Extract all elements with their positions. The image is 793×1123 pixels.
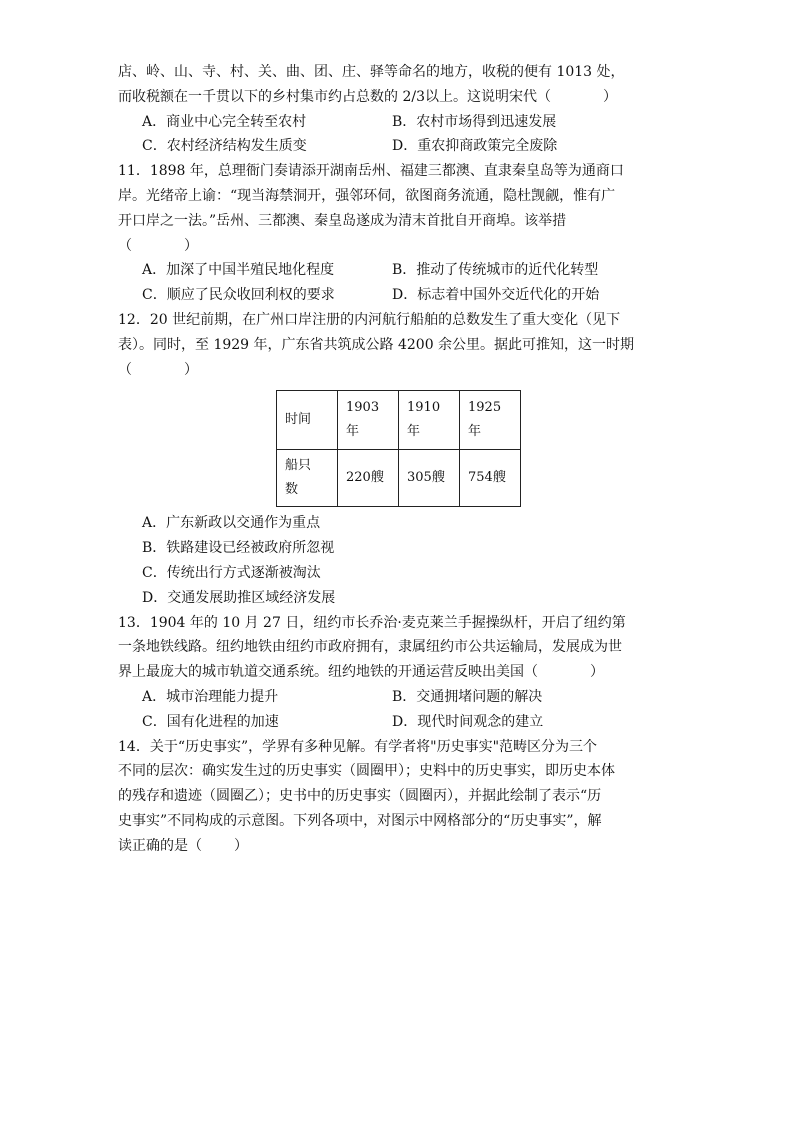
option-a[interactable]: A．商业中心完全转至农村 bbox=[142, 113, 307, 130]
table-cell: 754艘 bbox=[460, 450, 521, 507]
table-header-cell: 1925 年 bbox=[460, 391, 521, 450]
option-row bbox=[118, 258, 678, 283]
table-header-cell: 1910 年 bbox=[399, 391, 460, 450]
answer-parentheses: （ ） bbox=[118, 361, 198, 378]
table-row-label: 船只 数 bbox=[277, 450, 338, 507]
table-cell: 220艘 bbox=[338, 450, 399, 507]
question-11 bbox=[118, 159, 678, 308]
exam-page bbox=[118, 60, 678, 859]
option-b[interactable]: B．农村市场得到迅速发展 bbox=[392, 113, 557, 130]
option-row bbox=[118, 685, 678, 710]
question-text: 表）。同时，至 1929 年，广东省共筑成公路 4200 余公里。据此可推知，这一时期 bbox=[118, 336, 635, 353]
question-10 bbox=[118, 60, 678, 159]
question-text: 史事实”不同构成的示意图。下列各项中，对图示中网格部分的“历史事实”，解 bbox=[118, 812, 602, 829]
question-text: 界上最庞大的城市轨道交通系统。纽约地铁的开通运营反映出美国（ ） bbox=[118, 664, 604, 681]
question-text: 14．关于“历史事实”，学界有多种见解。有学者将"历史事实"范畴区分为三个 bbox=[118, 738, 598, 755]
table-header-cell: 1903 年 bbox=[338, 391, 399, 450]
question-text: 不同的层次：确实发生过的历史事实（圆圈甲）；史料中的历史事实，即历史本体 bbox=[118, 763, 615, 780]
option-c[interactable]: C．顺应了民众收回利权的要求 bbox=[142, 287, 335, 304]
option-b[interactable]: B．铁路建设已经被政府所忽视 bbox=[142, 540, 335, 557]
question-text: 13．1904 年的 10 月 27 日，纽约市长乔治·麦克莱兰手握操纵杆，开启了纽约第 bbox=[118, 614, 626, 631]
question-12 bbox=[118, 308, 678, 611]
table-header-row bbox=[277, 391, 521, 450]
question-text: 的残存和遗迹（圆圈乙）；史书中的历史事实（圆圈丙），并据此绘制了表示“历 bbox=[118, 788, 602, 805]
question-text: 11．1898 年，总理衙门奏请添开湖南岳州、福建三都澳、直隶秦皇岛等为通商口 bbox=[118, 163, 624, 180]
option-row bbox=[118, 283, 678, 308]
question-text: 开口岸之一法。”岳州、三都澳、秦皇岛遂成为清末首批自开商埠。该举措 bbox=[118, 212, 567, 229]
option-d[interactable]: D．重农抑商政策完全废除 bbox=[392, 138, 558, 155]
option-c[interactable]: C．传统出行方式逐渐被淘汰 bbox=[142, 564, 321, 581]
question-text: 岸。光绪帝上谕：“现当海禁洞开，强邻环伺，欲图商务流通，隐杜觊觎，惟有广 bbox=[118, 187, 616, 204]
ship-count-table bbox=[276, 390, 521, 507]
answer-parentheses: （ ） bbox=[118, 237, 198, 254]
table-header-label: 时间 bbox=[277, 391, 338, 450]
question-13 bbox=[118, 611, 678, 735]
option-b[interactable]: B．推动了传统城市的近代化转型 bbox=[392, 262, 599, 279]
question-text: 一条地铁线路。纽约地铁由纽约市政府拥有，隶属纽约市公共运输局，发展成为世 bbox=[118, 639, 622, 656]
option-c[interactable]: C．农村经济结构发生质变 bbox=[142, 138, 307, 155]
option-c[interactable]: C．国有化进程的加速 bbox=[142, 713, 279, 730]
table-cell: 305艘 bbox=[399, 450, 460, 507]
option-a[interactable]: A．广东新政以交通作为重点 bbox=[142, 515, 321, 532]
option-a[interactable]: A．城市治理能力提升 bbox=[142, 688, 279, 705]
option-b[interactable]: B．交通拥堵问题的解决 bbox=[392, 688, 543, 705]
table-row bbox=[277, 450, 521, 507]
option-d[interactable]: D．标志着中国外交近代化的开始 bbox=[392, 287, 600, 304]
question-text: 12．20 世纪前期，在广州口岸注册的内河航行船舶的总数发生了重大变化（见下 bbox=[118, 311, 621, 328]
option-d[interactable]: D．交通发展助推区域经济发展 bbox=[142, 589, 336, 606]
option-row bbox=[118, 134, 678, 159]
question-text: 而收税额在一千贯以下的乡村集市约占总数的 2/3以上。这说明宋代（ ） bbox=[118, 88, 617, 105]
question-text: 读正确的是（ ） bbox=[118, 837, 248, 854]
option-d[interactable]: D．现代时间观念的建立 bbox=[392, 713, 544, 730]
option-row bbox=[118, 110, 678, 135]
option-row bbox=[118, 710, 678, 735]
option-a[interactable]: A．加深了中国半殖民地化程度 bbox=[142, 262, 335, 279]
question-14 bbox=[118, 735, 678, 859]
question-text: 店、岭、山、寺、村、关、曲、团、庄、驿等命名的地方，收税的便有 1013 处， bbox=[118, 64, 625, 80]
